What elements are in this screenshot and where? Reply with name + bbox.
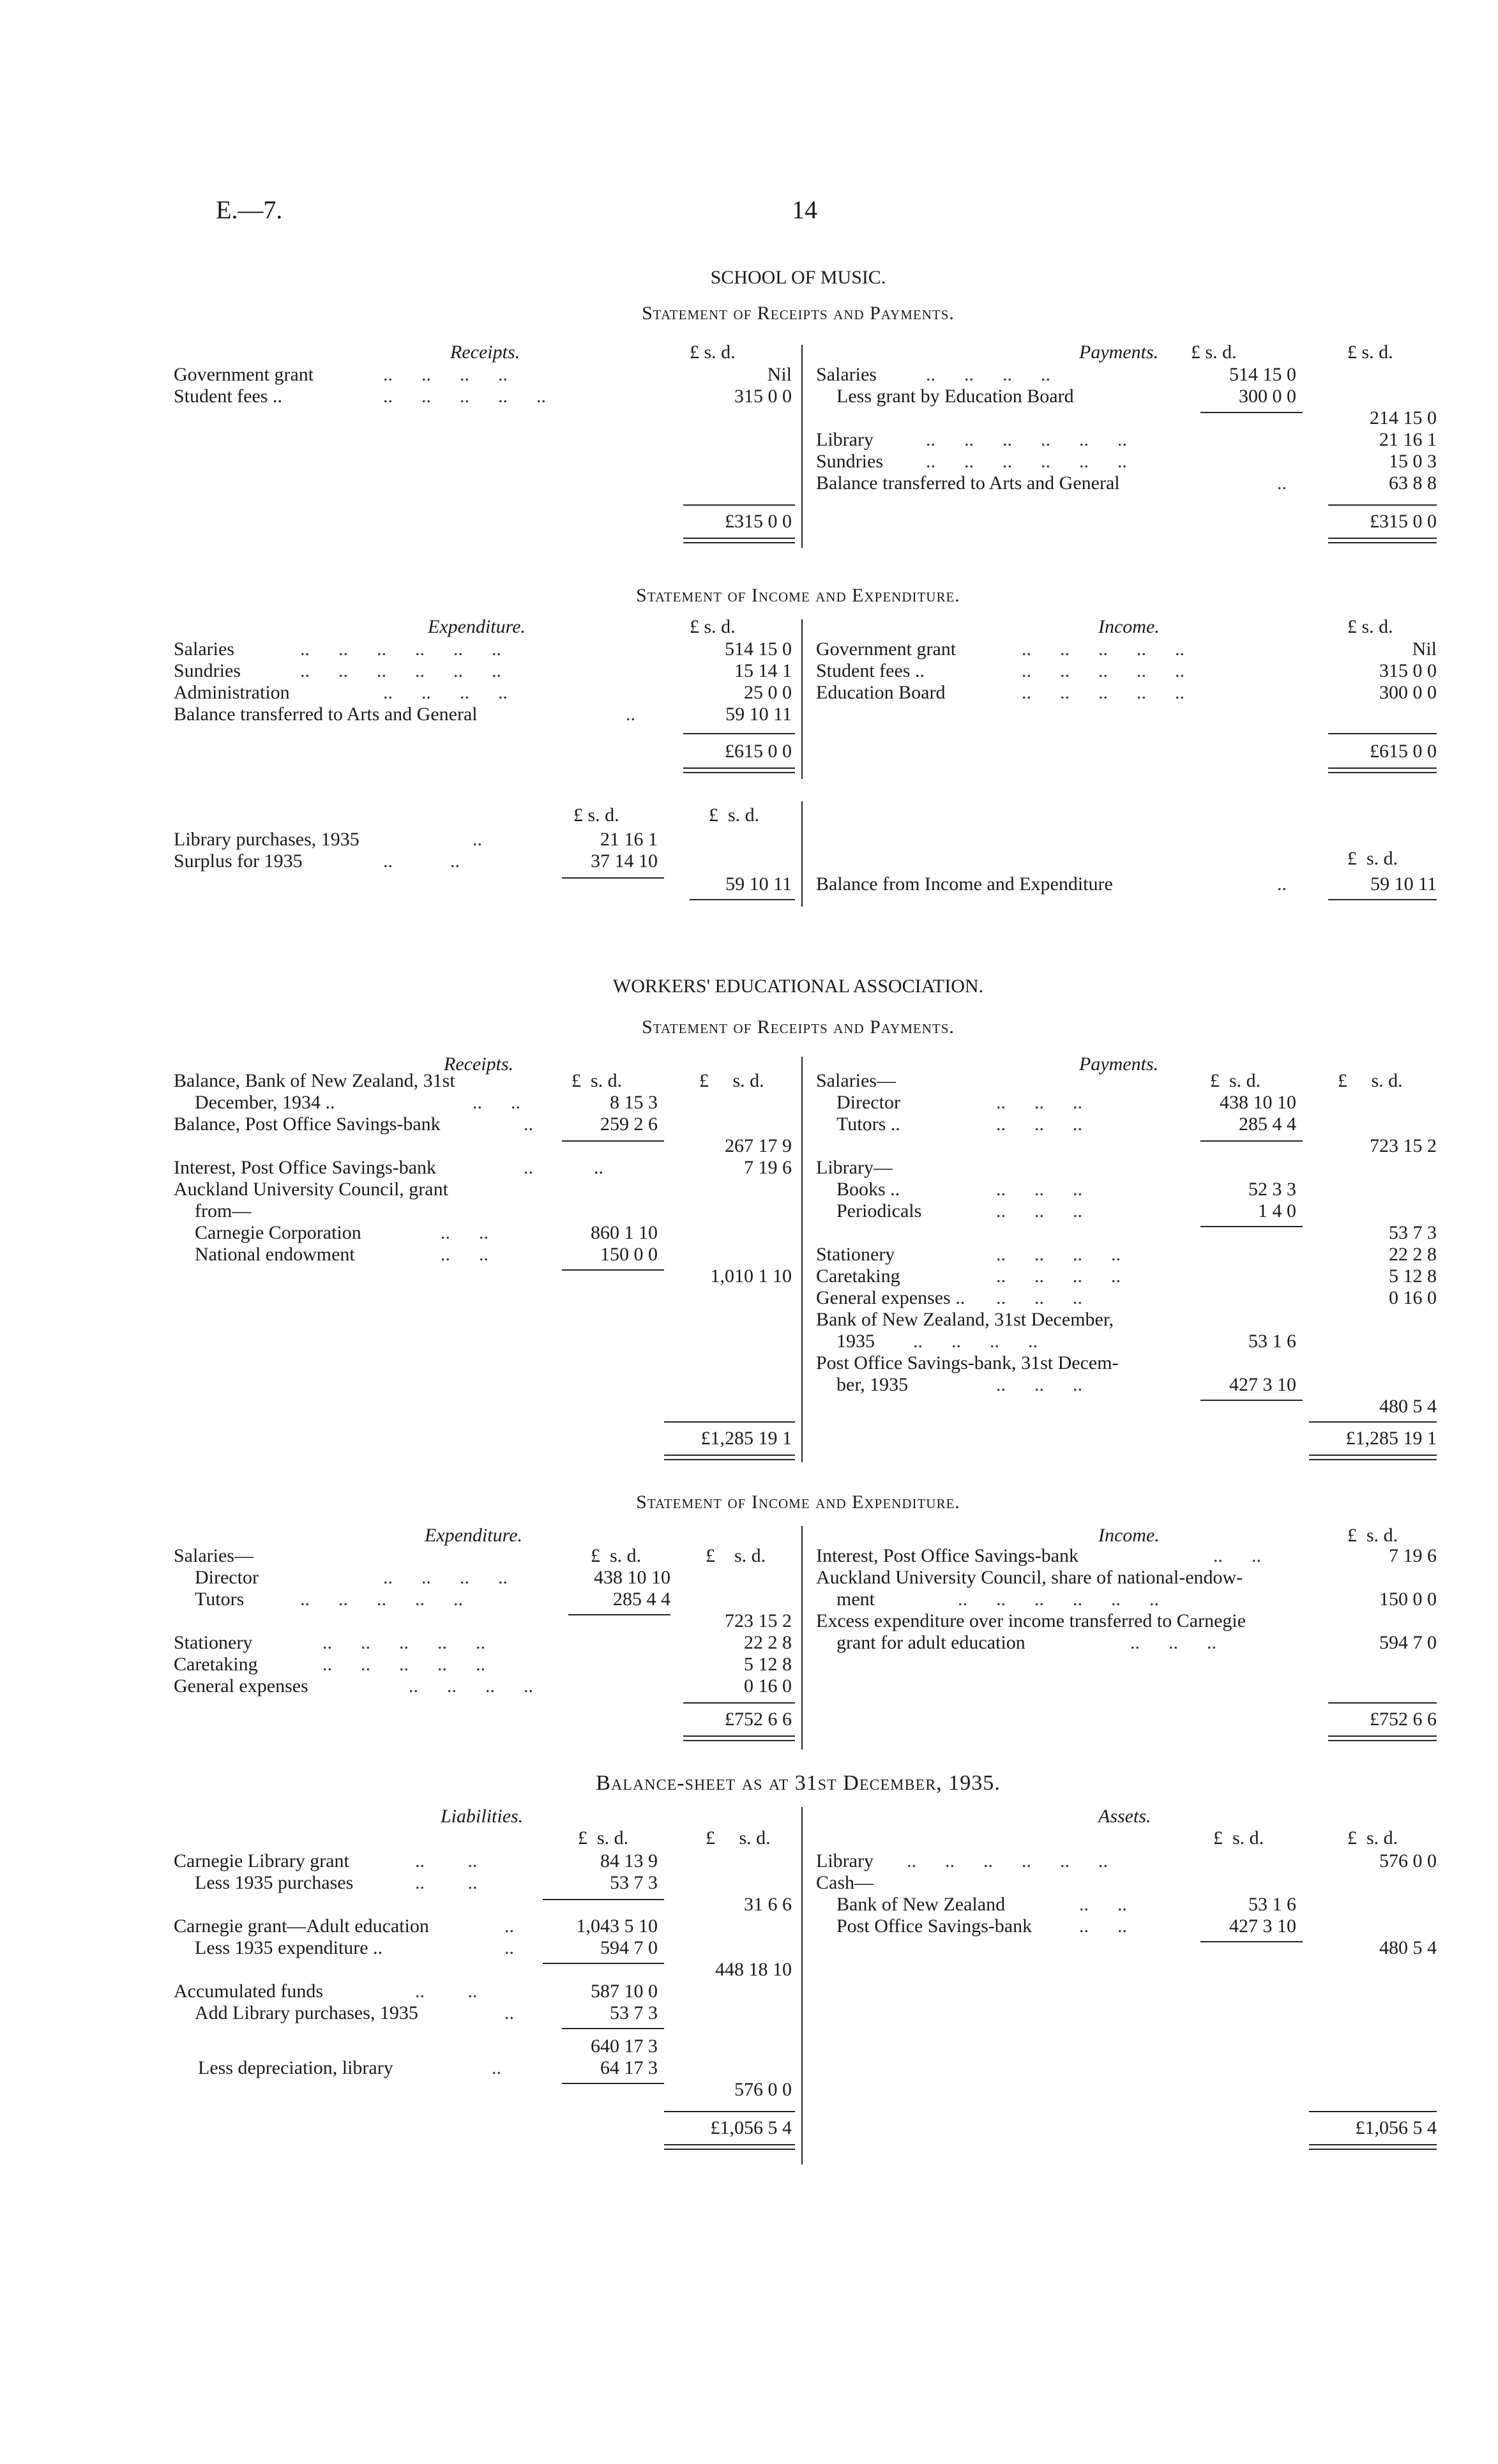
liability-amount: 64 17 3 bbox=[600, 2057, 658, 2078]
wea-income-value: 7 19 6 bbox=[1389, 1545, 1437, 1566]
wea-income-value: 150 0 0 bbox=[1379, 1589, 1437, 1610]
currency-heading: £ s. d. bbox=[1347, 616, 1393, 637]
payment-total: 63 8 8 bbox=[1389, 472, 1437, 494]
wea-income-value: 594 7 0 bbox=[1379, 1632, 1437, 1653]
receipt-label: Student fees .. bbox=[174, 386, 282, 407]
wea-payment-label: Caretaking bbox=[816, 1266, 900, 1287]
wea-expenditure-label: General expenses bbox=[174, 1675, 308, 1697]
wea-payment-subtotal: 723 15 2 bbox=[1370, 1135, 1437, 1156]
appropriation-total: 59 10 11 bbox=[725, 873, 792, 895]
music-receipts-heading: Receipts. bbox=[450, 342, 520, 363]
wea-payment-label: Bank of New Zealand, 31st December, bbox=[816, 1309, 1114, 1330]
balance-from-ie-label: Balance from Income and Expenditure bbox=[816, 873, 1113, 895]
payments-grand-total: £315 0 0 bbox=[1370, 511, 1437, 532]
wea-receipt-label: from— bbox=[195, 1200, 252, 1221]
appropriation-label: Surplus for 1935 bbox=[174, 850, 303, 872]
page-number: 14 bbox=[792, 195, 817, 224]
liability-label: Less depreciation, library bbox=[198, 2057, 393, 2078]
wea-receipt-label: National endowment bbox=[195, 1244, 355, 1265]
liability-amount: 1,043 5 10 bbox=[576, 1916, 658, 1937]
wea-expenditure-subtotal: 22 2 8 bbox=[744, 1632, 792, 1653]
balance-from-ie-value: 59 10 11 bbox=[1370, 873, 1437, 895]
payment-label: Salaries bbox=[816, 364, 877, 385]
liability-label: Less 1935 expenditure .. bbox=[195, 1937, 383, 1958]
wea-payment-label: 1935 bbox=[836, 1331, 875, 1352]
wea-payment-amount: 1 4 0 bbox=[1258, 1200, 1296, 1221]
wea-income-total: £752 6 6 bbox=[1370, 1709, 1437, 1730]
wea-payment-subtotal: 22 2 8 bbox=[1389, 1244, 1437, 1265]
wea-receipt-subtotal: 7 19 6 bbox=[744, 1157, 792, 1178]
payment-label: Less grant by Education Board bbox=[836, 386, 1074, 407]
wea-expenditure-subtotal: 723 15 2 bbox=[725, 1610, 792, 1631]
appropriation-label: Library purchases, 1935 bbox=[174, 829, 359, 850]
wea-income-label: Interest, Post Office Savings-bank bbox=[816, 1545, 1079, 1566]
income-label: Education Board bbox=[816, 682, 946, 703]
wea-payment-label: Post Office Savings-bank, 31st Decem- bbox=[816, 1352, 1119, 1373]
expenditure-total: £615 0 0 bbox=[725, 741, 792, 762]
currency-heading: £ s. d. bbox=[690, 616, 736, 637]
wea-receipt-subtotal: 267 17 9 bbox=[725, 1135, 792, 1156]
expenditure-value: 514 15 0 bbox=[725, 639, 792, 660]
wea-income-heading: Income. bbox=[1098, 1525, 1160, 1546]
wea-payment-label: ber, 1935 bbox=[836, 1374, 909, 1395]
wea-receipt-amount: 860 1 10 bbox=[591, 1222, 658, 1243]
wea-receipt-label: Balance, Bank of New Zealand, 31st bbox=[174, 1070, 455, 1091]
wea-income-expenditure-title: Statement of Income and Expenditure. bbox=[636, 1492, 960, 1513]
expenditure-heading: Expenditure. bbox=[428, 616, 526, 637]
wea-receipt-label: December, 1934 .. bbox=[195, 1092, 335, 1113]
liability-label: Accumulated funds bbox=[174, 1981, 324, 2002]
payment-amount: 300 0 0 bbox=[1239, 386, 1296, 407]
wea-expenditure-amount: 438 10 10 bbox=[594, 1567, 670, 1588]
wea-income-label: Auckland University Council, share of national-endow- bbox=[816, 1567, 1243, 1588]
wea-expenditure-subtotal: 5 12 8 bbox=[744, 1654, 792, 1675]
wea-receipt-amount: 8 15 3 bbox=[610, 1092, 658, 1113]
liability-amount: 53 7 3 bbox=[610, 2002, 658, 2023]
assets-grand-total: £1,056 5 4 bbox=[1355, 2117, 1437, 2138]
receipt-label: Government grant bbox=[174, 364, 314, 385]
wea-payment-label: Periodicals bbox=[836, 1200, 922, 1221]
wea-income-label: Excess expenditure over income transferred to Carnegie bbox=[816, 1610, 1246, 1631]
report-reference: E.—7. bbox=[216, 195, 283, 224]
wea-payment-label: General expenses .. bbox=[816, 1287, 965, 1308]
asset-subtotal: 576 0 0 bbox=[1379, 1850, 1437, 1871]
expenditure-label: Salaries bbox=[174, 639, 234, 660]
income-value: 300 0 0 bbox=[1379, 682, 1437, 703]
wea-receipt-amount: .. bbox=[594, 1157, 603, 1178]
payment-total: 214 15 0 bbox=[1370, 407, 1437, 428]
liability-amount: 594 7 0 bbox=[600, 1937, 658, 1958]
wea-expenditure-label: Salaries— bbox=[174, 1545, 253, 1566]
wea-expenditure-label: Caretaking bbox=[174, 1654, 258, 1675]
balance-sheet-title: Balance-sheet as at 31st December, 1935. bbox=[596, 1771, 1001, 1795]
asset-label: Cash— bbox=[816, 1872, 874, 1893]
school-of-music-title: SCHOOL OF MUSIC. bbox=[710, 267, 886, 288]
wea-payment-subtotal: 53 7 3 bbox=[1389, 1222, 1437, 1243]
appropriation-amount: 37 14 10 bbox=[591, 850, 658, 872]
asset-amount: 53 1 6 bbox=[1248, 1894, 1296, 1915]
currency-heading: £ s. d. bbox=[1347, 342, 1393, 363]
receipt-value: Nil bbox=[767, 364, 792, 385]
music-payments-heading: Payments. bbox=[1079, 342, 1159, 363]
liability-subtotal: 31 6 6 bbox=[744, 1894, 792, 1915]
wea-payments-grand-total: £1,285 19 1 bbox=[1345, 1428, 1437, 1449]
wea-receipt-label: Interest, Post Office Savings-bank bbox=[174, 1157, 437, 1178]
wea-payment-amount: 427 3 10 bbox=[1229, 1374, 1296, 1395]
wea-expenditure-amount: 285 4 4 bbox=[613, 1589, 670, 1610]
music-receipts-payments-title: Statement of Receipts and Payments. bbox=[642, 303, 955, 324]
assets-heading: Assets. bbox=[1098, 1806, 1151, 1827]
wea-payment-label: Library— bbox=[816, 1157, 893, 1178]
wea-receipt-amount: 259 2 6 bbox=[600, 1114, 658, 1135]
expenditure-label: Balance transferred to Arts and General bbox=[174, 704, 478, 725]
payment-label: Library bbox=[816, 429, 874, 450]
expenditure-label: Sundries bbox=[174, 660, 241, 681]
asset-subtotal: 480 5 4 bbox=[1379, 1937, 1437, 1958]
expenditure-value: 25 0 0 bbox=[744, 682, 792, 703]
liability-amount: 84 13 9 bbox=[600, 1850, 658, 1871]
wea-payment-label: Salaries— bbox=[816, 1070, 896, 1091]
wea-receipt-label: Auckland University Council, grant bbox=[174, 1179, 448, 1200]
liability-subtotal: 576 0 0 bbox=[734, 2079, 792, 2100]
payment-total: 21 16 1 bbox=[1379, 429, 1437, 450]
payment-total: 15 0 3 bbox=[1389, 451, 1437, 472]
liability-label: Add Library purchases, 1935 bbox=[195, 2002, 418, 2023]
wea-income-label: ment bbox=[836, 1589, 875, 1610]
wea-payment-amount: 52 3 3 bbox=[1248, 1179, 1296, 1200]
wea-payment-amount: 285 4 4 bbox=[1239, 1114, 1296, 1135]
income-label: Government grant bbox=[816, 639, 957, 660]
wea-payment-subtotal: 5 12 8 bbox=[1389, 1266, 1437, 1287]
asset-label: Post Office Savings-bank bbox=[836, 1916, 1033, 1937]
wea-receipts-grand-total: £1,285 19 1 bbox=[700, 1428, 792, 1449]
income-value: Nil bbox=[1412, 639, 1437, 660]
music-income-expenditure-title: Statement of Income and Expenditure. bbox=[636, 585, 960, 606]
income-label: Student fees .. bbox=[816, 660, 925, 681]
appropriation-amount: 21 16 1 bbox=[600, 829, 658, 850]
wea-receipt-label: Carnegie Corporation bbox=[195, 1222, 361, 1243]
expenditure-value: 15 14 1 bbox=[734, 660, 792, 681]
receipt-value: 315 0 0 bbox=[734, 386, 792, 407]
liability-amount: 53 7 3 bbox=[610, 1872, 658, 1893]
liability-amount: 640 17 3 bbox=[591, 2036, 658, 2057]
asset-amount: 427 3 10 bbox=[1229, 1916, 1296, 1937]
currency-heading: £ s. d. bbox=[690, 342, 736, 363]
liability-label: Carnegie Library grant bbox=[174, 1850, 349, 1871]
wea-payment-amount: 438 10 10 bbox=[1220, 1092, 1296, 1113]
wea-receipt-subtotal: 1,010 1 10 bbox=[710, 1266, 792, 1287]
liability-subtotal: 448 18 10 bbox=[715, 1959, 792, 1980]
wea-payment-subtotal: 480 5 4 bbox=[1379, 1396, 1437, 1417]
liabilities-grand-total: £1,056 5 4 bbox=[710, 2117, 792, 2138]
asset-label: Library bbox=[816, 1850, 874, 1871]
wea-payment-amount: 53 1 6 bbox=[1248, 1331, 1296, 1352]
asset-label: Bank of New Zealand bbox=[836, 1894, 1006, 1915]
wea-payment-label: Director bbox=[836, 1092, 900, 1113]
liability-label: Less 1935 purchases bbox=[195, 1872, 354, 1893]
wea-expenditure-label: Stationery bbox=[174, 1632, 253, 1653]
income-total: £615 0 0 bbox=[1370, 741, 1437, 762]
expenditure-value: 59 10 11 bbox=[725, 704, 792, 725]
wea-title: WORKERS' EDUCATIONAL ASSOCIATION. bbox=[612, 976, 984, 997]
income-value: 315 0 0 bbox=[1379, 660, 1437, 681]
wea-expenditure-label: Director bbox=[195, 1567, 259, 1588]
liabilities-heading: Liabilities. bbox=[441, 1806, 524, 1827]
currency-heading: £ s. d. bbox=[1191, 342, 1237, 363]
income-heading: Income. bbox=[1098, 616, 1160, 637]
payment-amount: 514 15 0 bbox=[1229, 364, 1296, 385]
wea-receipt-amount: 150 0 0 bbox=[600, 1244, 658, 1265]
wea-income-label: grant for adult education bbox=[836, 1632, 1025, 1653]
wea-expenditure-heading: Expenditure. bbox=[425, 1525, 523, 1546]
wea-payment-subtotal: 0 16 0 bbox=[1389, 1287, 1437, 1308]
wea-payment-label: Stationery bbox=[816, 1244, 895, 1265]
payment-label: Balance transferred to Arts and General bbox=[816, 472, 1120, 494]
wea-payment-label: Tutors .. bbox=[836, 1114, 900, 1135]
wea-expenditure-total: £752 6 6 bbox=[725, 1709, 792, 1730]
liability-label: Carnegie grant—Adult education bbox=[174, 1916, 429, 1937]
receipts-grand-total: £315 0 0 bbox=[725, 511, 792, 532]
expenditure-label: Administration bbox=[174, 682, 290, 703]
wea-payments-heading: Payments. bbox=[1079, 1054, 1159, 1075]
wea-receipt-label: Balance, Post Office Savings-bank bbox=[174, 1114, 441, 1135]
wea-receipts-heading: Receipts. bbox=[444, 1054, 514, 1075]
liability-amount: 587 10 0 bbox=[591, 1981, 658, 2002]
wea-receipts-payments-title: Statement of Receipts and Payments. bbox=[642, 1017, 955, 1038]
wea-payment-label: Books .. bbox=[836, 1179, 900, 1200]
wea-expenditure-subtotal: 0 16 0 bbox=[744, 1675, 792, 1697]
wea-expenditure-label: Tutors bbox=[195, 1589, 245, 1610]
currency-heading: £ s. d. bbox=[573, 805, 619, 826]
payment-label: Sundries bbox=[816, 451, 883, 472]
